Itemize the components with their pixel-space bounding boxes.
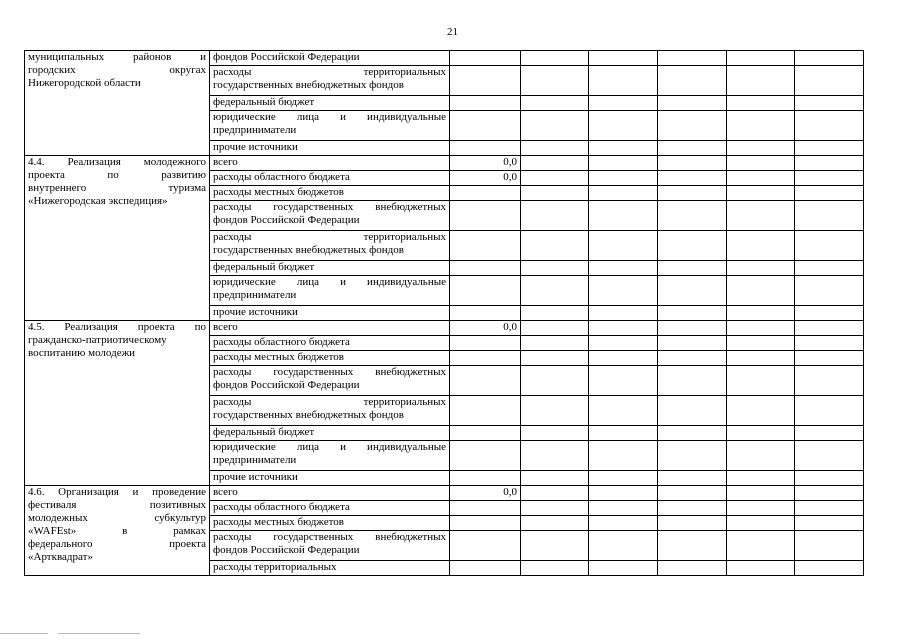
empty-year-cell [521,471,589,486]
funding-source-line: прочие источники [213,471,298,483]
funding-source [210,186,450,201]
empty-year-cell [521,66,589,96]
activity-label-line: городских округах [28,64,206,76]
activity-label [25,156,210,321]
empty-year-cell [589,186,658,201]
funding-source [210,441,450,471]
funding-source [210,351,450,366]
funding-source-line: расходы областного бюджета [213,171,350,183]
empty-year-cell [727,396,795,426]
empty-year-cell [795,66,864,96]
empty-year-cell [795,96,864,111]
empty-year-cell [521,426,589,441]
amount-cell [450,306,521,321]
funding-source-line: расходы местных бюджетов [213,351,345,363]
funding-source-line: предприниматели [213,454,297,466]
empty-year-cell [658,201,727,231]
empty-year-cell [727,261,795,276]
funding-source [210,111,450,141]
empty-year-cell [589,501,658,516]
empty-year-cell [658,351,727,366]
funding-source-line: расходы местных бюджетов [213,516,345,528]
amount-cell: 0,0 [450,321,521,336]
empty-year-cell [658,321,727,336]
amount-cell: 0,0 [450,486,521,501]
funding-source [210,516,450,531]
activity-label [25,486,210,576]
empty-year-cell [658,156,727,171]
empty-year-cell [589,156,658,171]
empty-year-cell [521,171,589,186]
empty-year-cell [521,231,589,261]
empty-year-cell [727,336,795,351]
table-row [25,51,864,66]
amount-cell [450,366,521,396]
funding-source-line: юридические лица и индивидуальные [213,111,446,123]
budget-table [24,50,864,576]
empty-year-cell [589,321,658,336]
empty-year-cell [795,516,864,531]
funding-source [210,201,450,231]
funding-source-line: прочие источники [213,306,298,318]
funding-source-line: прочие источники [213,141,298,153]
empty-year-cell [589,366,658,396]
funding-source [210,51,450,66]
funding-source-line: государственных внебюджетных фондов [213,244,404,256]
funding-source [210,486,450,501]
empty-year-cell [521,141,589,156]
empty-year-cell [795,486,864,501]
funding-source [210,366,450,396]
empty-year-cell [589,531,658,561]
empty-year-cell [795,231,864,261]
amount-cell [450,426,521,441]
funding-source-line: федеральный бюджет [213,426,315,438]
scan-artifact [0,633,48,634]
amount-cell [450,96,521,111]
empty-year-cell [727,531,795,561]
empty-year-cell [658,306,727,321]
empty-year-cell [521,306,589,321]
amount-cell [450,531,521,561]
activity-label-line: Нижегородской области [28,77,141,89]
activity-label-line: молодежных субкультур [28,512,206,524]
amount-cell [450,396,521,426]
activity-label-line: гражданско-патриотическому [28,334,167,346]
funding-source-line: фондов Российской Федерации [213,544,360,556]
empty-year-cell [658,111,727,141]
funding-source-line: государственных внебюджетных фондов [213,409,404,421]
empty-year-cell [658,276,727,306]
activity-label-line: 4.6. Организация и проведение [28,486,206,498]
empty-year-cell [795,51,864,66]
empty-year-cell [589,471,658,486]
empty-year-cell [795,156,864,171]
empty-year-cell [658,561,727,576]
amount-cell [450,276,521,306]
empty-year-cell [727,441,795,471]
funding-source [210,261,450,276]
funding-source [210,66,450,96]
funding-source-line: расходы государственных внебюджетных [213,531,446,543]
empty-year-cell [589,51,658,66]
empty-year-cell [658,66,727,96]
empty-year-cell [727,141,795,156]
empty-year-cell [521,531,589,561]
amount-cell [450,51,521,66]
empty-year-cell [521,336,589,351]
empty-year-cell [795,501,864,516]
empty-year-cell [589,66,658,96]
funding-source-line: расходы территориальных [213,561,337,573]
funding-source-line: расходы территориальных [213,231,446,243]
empty-year-cell [589,276,658,306]
activity-label-line: фестиваля позитивных [28,499,206,511]
empty-year-cell [795,141,864,156]
empty-year-cell [795,261,864,276]
empty-year-cell [795,306,864,321]
funding-source-line: всего [213,486,238,498]
empty-year-cell [795,201,864,231]
funding-source-line: всего [213,156,238,168]
empty-year-cell [658,501,727,516]
empty-year-cell [658,366,727,396]
funding-source-line: федеральный бюджет [213,96,315,108]
amount-cell [450,231,521,261]
empty-year-cell [521,51,589,66]
empty-year-cell [727,501,795,516]
empty-year-cell [795,171,864,186]
empty-year-cell [795,186,864,201]
empty-year-cell [658,51,727,66]
empty-year-cell [589,486,658,501]
funding-source-line: фондов Российской Федерации [213,379,360,391]
empty-year-cell [727,111,795,141]
funding-source [210,396,450,426]
empty-year-cell [658,471,727,486]
empty-year-cell [589,111,658,141]
amount-cell [450,141,521,156]
empty-year-cell [795,351,864,366]
funding-source-line: предприниматели [213,124,297,136]
activity-label-line: внутреннего туризма [28,182,206,194]
empty-year-cell [795,471,864,486]
amount-cell [450,201,521,231]
empty-year-cell [658,96,727,111]
amount-cell [450,441,521,471]
empty-year-cell [727,471,795,486]
empty-year-cell [658,186,727,201]
empty-year-cell [521,486,589,501]
empty-year-cell [521,366,589,396]
table-row [25,156,864,171]
empty-year-cell [727,186,795,201]
funding-source [210,141,450,156]
amount-cell: 0,0 [450,156,521,171]
empty-year-cell [727,351,795,366]
empty-year-cell [658,141,727,156]
activity-label-line: проекта по развитию [28,169,206,181]
scan-artifact [58,633,140,634]
empty-year-cell [658,171,727,186]
funding-source-line: расходы областного бюджета [213,501,350,513]
empty-year-cell [521,396,589,426]
funding-source [210,531,450,561]
empty-year-cell [727,516,795,531]
empty-year-cell [589,96,658,111]
activity-label-line: 4.4. Реализация молодежного [28,156,206,168]
empty-year-cell [589,231,658,261]
empty-year-cell [521,261,589,276]
empty-year-cell [521,186,589,201]
funding-source [210,306,450,321]
empty-year-cell [658,261,727,276]
funding-source-line: юридические лица и индивидуальные [213,276,446,288]
empty-year-cell [795,336,864,351]
empty-year-cell [658,441,727,471]
empty-year-cell [589,141,658,156]
empty-year-cell [521,201,589,231]
empty-year-cell [521,561,589,576]
empty-year-cell [589,261,658,276]
funding-source [210,336,450,351]
empty-year-cell [795,396,864,426]
funding-source-line: фондов Российской Федерации [213,51,360,63]
empty-year-cell [589,351,658,366]
table-row [25,321,864,336]
funding-source-line: государственных внебюджетных фондов [213,79,404,91]
empty-year-cell [521,321,589,336]
empty-year-cell [658,336,727,351]
funding-source-line: расходы государственных внебюджетных [213,366,446,378]
amount-cell: 0,0 [450,171,521,186]
empty-year-cell [521,351,589,366]
amount-cell [450,471,521,486]
empty-year-cell [658,516,727,531]
empty-year-cell [795,111,864,141]
empty-year-cell [795,321,864,336]
funding-source-line: расходы областного бюджета [213,336,350,348]
empty-year-cell [589,426,658,441]
empty-year-cell [589,396,658,426]
funding-source [210,501,450,516]
funding-source [210,96,450,111]
empty-year-cell [658,231,727,261]
empty-year-cell [589,441,658,471]
empty-year-cell [521,276,589,306]
empty-year-cell [727,96,795,111]
empty-year-cell [521,111,589,141]
activity-label [25,51,210,156]
empty-year-cell [727,321,795,336]
empty-year-cell [589,561,658,576]
funding-source [210,171,450,186]
empty-year-cell [727,276,795,306]
empty-year-cell [727,156,795,171]
empty-year-cell [727,51,795,66]
funding-source [210,321,450,336]
empty-year-cell [795,561,864,576]
funding-source [210,276,450,306]
funding-source [210,471,450,486]
activity-label-line: муниципальных районов и [28,51,206,63]
empty-year-cell [727,306,795,321]
activity-label-line: федерального проекта [28,538,206,550]
empty-year-cell [589,201,658,231]
amount-cell [450,516,521,531]
amount-cell [450,111,521,141]
amount-cell [450,66,521,96]
empty-year-cell [521,501,589,516]
amount-cell [450,261,521,276]
amount-cell [450,186,521,201]
table-row [25,486,864,501]
empty-year-cell [589,336,658,351]
funding-source-line: предприниматели [213,289,297,301]
empty-year-cell [727,561,795,576]
empty-year-cell [727,201,795,231]
funding-source [210,426,450,441]
empty-year-cell [589,516,658,531]
amount-cell [450,501,521,516]
empty-year-cell [589,306,658,321]
empty-year-cell [727,231,795,261]
empty-year-cell [521,96,589,111]
funding-source-line: расходы территориальных [213,396,446,408]
funding-source-line: федеральный бюджет [213,261,315,273]
funding-source-line: юридические лица и индивидуальные [213,441,446,453]
empty-year-cell [521,156,589,171]
funding-source [210,156,450,171]
empty-year-cell [727,171,795,186]
funding-source-line: всего [213,321,238,333]
empty-year-cell [795,276,864,306]
amount-cell [450,561,521,576]
empty-year-cell [658,396,727,426]
empty-year-cell [727,486,795,501]
page-number: 21 [447,26,458,38]
empty-year-cell [589,171,658,186]
empty-year-cell [521,516,589,531]
activity-label [25,321,210,486]
empty-year-cell [658,486,727,501]
empty-year-cell [727,366,795,396]
empty-year-cell [658,531,727,561]
activity-label-line: воспитанию молодежи [28,347,136,359]
empty-year-cell [795,366,864,396]
amount-cell [450,336,521,351]
funding-source-line: расходы территориальных [213,66,446,78]
funding-source-line: расходы местных бюджетов [213,186,345,198]
activity-label-line: «WAFEst» в рамках [28,525,206,537]
activity-label-line: 4.5. Реализация проекта по [28,321,206,333]
empty-year-cell [795,426,864,441]
funding-source-line: фондов Российской Федерации [213,214,360,226]
funding-source-line: расходы государственных внебюджетных [213,201,446,213]
empty-year-cell [727,66,795,96]
empty-year-cell [795,531,864,561]
empty-year-cell [795,441,864,471]
funding-source [210,231,450,261]
empty-year-cell [727,426,795,441]
empty-year-cell [521,441,589,471]
amount-cell [450,351,521,366]
empty-year-cell [658,426,727,441]
activity-label-line: «Нижегородская экспедиция» [28,195,168,207]
funding-source [210,561,450,576]
activity-label-line: «Артквадрат» [28,551,93,563]
